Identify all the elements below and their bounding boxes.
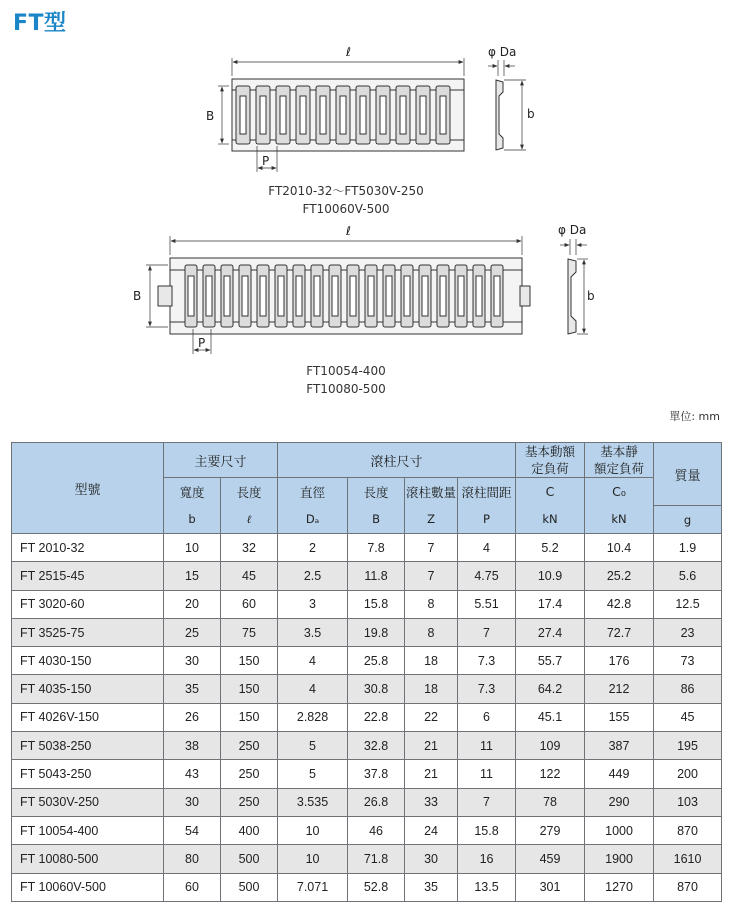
- drawing-2-P-label: P: [198, 336, 206, 350]
- cell-value: 16: [458, 845, 516, 873]
- cell-value: 250: [221, 760, 278, 788]
- cell-value: 38: [164, 732, 221, 760]
- cell-value: 250: [221, 732, 278, 760]
- cell-value: 5.2: [516, 534, 585, 562]
- cell-value: 10: [278, 845, 348, 873]
- header-static-load-line1: 基本靜: [600, 444, 638, 459]
- drawing-1-side-view: [488, 60, 526, 150]
- cell-model: FT 4026V-150: [12, 703, 164, 731]
- cell-value: 400: [221, 816, 278, 844]
- cell-value: 18: [405, 675, 458, 703]
- cell-value: 11: [458, 760, 516, 788]
- spec-table: [11, 442, 722, 902]
- table-row: [12, 732, 722, 760]
- cell-value: 26: [164, 703, 221, 731]
- cell-value: 1270: [585, 873, 654, 901]
- header-symbol-C0: C₀: [585, 478, 654, 506]
- cell-value: 45.1: [516, 703, 585, 731]
- header-symbol-l: ℓ: [221, 506, 278, 534]
- cell-value: 5.6: [654, 562, 722, 590]
- cell-value: 30: [164, 647, 221, 675]
- cell-value: 7: [458, 788, 516, 816]
- cell-value: 5.51: [458, 590, 516, 618]
- cell-model: FT 4035-150: [12, 675, 164, 703]
- cell-value: 22.8: [348, 703, 405, 731]
- cell-value: 25.2: [585, 562, 654, 590]
- drawing-1-length-label: ℓ: [346, 45, 351, 59]
- table-row: [12, 534, 722, 562]
- cell-value: 4.75: [458, 562, 516, 590]
- header-roller-pitch: 滾柱間距: [458, 478, 516, 506]
- cell-model: FT 10080-500: [12, 845, 164, 873]
- header-model: 型號: [12, 443, 164, 534]
- header-static-load-line2: 額定負荷: [594, 461, 645, 476]
- cell-value: 86: [654, 675, 722, 703]
- header-diameter: 直徑: [278, 478, 348, 506]
- cell-value: 150: [221, 703, 278, 731]
- drawing-1-caption-line1: FT2010-32～FT5030V-250: [268, 184, 424, 198]
- header-dynamic-load-line2: 定負荷: [531, 461, 569, 476]
- cell-value: 500: [221, 845, 278, 873]
- cell-value: 15: [164, 562, 221, 590]
- cell-value: 55.7: [516, 647, 585, 675]
- drawing-1-top-view: [218, 58, 464, 172]
- cell-value: 37.8: [348, 760, 405, 788]
- cell-value: 4: [278, 647, 348, 675]
- cell-value: 387: [585, 732, 654, 760]
- header-roller-count: 滾柱數量: [405, 478, 458, 506]
- unit-note: 單位: mm: [669, 410, 720, 423]
- cell-value: 75: [221, 618, 278, 646]
- cell-value: 15.8: [348, 590, 405, 618]
- cell-value: 11: [458, 732, 516, 760]
- header-symbol-B: B: [348, 506, 405, 534]
- drawing-2-caption-line2: FT10080-500: [306, 382, 386, 396]
- cell-value: 870: [654, 873, 722, 901]
- table-row: [12, 760, 722, 788]
- table-row: [12, 618, 722, 646]
- header-length: 長度: [221, 478, 278, 506]
- cell-value: 10.9: [516, 562, 585, 590]
- cell-value: 7: [405, 534, 458, 562]
- cell-value: 19.8: [348, 618, 405, 646]
- table-row: [12, 675, 722, 703]
- cell-value: 122: [516, 760, 585, 788]
- cell-value: 80: [164, 845, 221, 873]
- header-symbol-P: P: [458, 506, 516, 534]
- cell-value: 54: [164, 816, 221, 844]
- table-row: [12, 845, 722, 873]
- header-dynamic-load-line1: 基本動額: [525, 444, 576, 459]
- header-dynamic-load: [516, 443, 585, 478]
- cell-value: 2: [278, 534, 348, 562]
- drawing-1-B-label: B: [206, 109, 215, 123]
- cell-value: 45: [221, 562, 278, 590]
- cell-value: 25.8: [348, 647, 405, 675]
- cell-value: 7.3: [458, 675, 516, 703]
- cell-value: 30: [164, 788, 221, 816]
- table-row: [12, 562, 722, 590]
- cell-value: 73: [654, 647, 722, 675]
- cell-value: 17.4: [516, 590, 585, 618]
- cell-value: 176: [585, 647, 654, 675]
- cell-value: 5: [278, 732, 348, 760]
- cell-value: 22: [405, 703, 458, 731]
- header-roller-length: 長度: [348, 478, 405, 506]
- drawing-1-Da-label: φ Da: [488, 45, 517, 59]
- cell-value: 103: [654, 788, 722, 816]
- cell-value: 3.5: [278, 618, 348, 646]
- cell-value: 301: [516, 873, 585, 901]
- cell-value: 10.4: [585, 534, 654, 562]
- drawing-2-B-label: B: [133, 289, 142, 303]
- header-symbol-C: C: [516, 478, 585, 506]
- cell-value: 7.3: [458, 647, 516, 675]
- page-title: FT型: [13, 11, 67, 36]
- cell-value: 35: [164, 675, 221, 703]
- cell-model: FT 4030-150: [12, 647, 164, 675]
- table-row: [12, 703, 722, 731]
- header-static-load: [585, 443, 654, 478]
- drawing-1-b-label: b: [527, 107, 535, 121]
- cell-model: FT 3020-60: [12, 590, 164, 618]
- cell-value: 109: [516, 732, 585, 760]
- table-row: [12, 647, 722, 675]
- cell-value: 150: [221, 647, 278, 675]
- cell-value: 4: [458, 534, 516, 562]
- cell-value: 250: [221, 788, 278, 816]
- cell-value: 449: [585, 760, 654, 788]
- cell-value: 870: [654, 816, 722, 844]
- cell-value: 11.8: [348, 562, 405, 590]
- cell-value: 30.8: [348, 675, 405, 703]
- drawing-1-caption-line2: FT10060V-500: [302, 202, 390, 216]
- cell-value: 5: [278, 760, 348, 788]
- cell-value: 4: [278, 675, 348, 703]
- cell-value: 195: [654, 732, 722, 760]
- cell-value: 200: [654, 760, 722, 788]
- drawing-2-b-label: b: [587, 289, 595, 303]
- cell-value: 12.5: [654, 590, 722, 618]
- cell-value: 155: [585, 703, 654, 731]
- cell-value: 32.8: [348, 732, 405, 760]
- cell-value: 7.071: [278, 873, 348, 901]
- cell-value: 3: [278, 590, 348, 618]
- cell-value: 8: [405, 618, 458, 646]
- cell-value: 32: [221, 534, 278, 562]
- cell-model: FT 10054-400: [12, 816, 164, 844]
- cell-value: 1.9: [654, 534, 722, 562]
- cell-value: 3.535: [278, 788, 348, 816]
- cell-value: 10: [164, 534, 221, 562]
- cell-value: 64.2: [516, 675, 585, 703]
- cell-value: 150: [221, 675, 278, 703]
- cell-value: 15.8: [458, 816, 516, 844]
- cell-value: 27.4: [516, 618, 585, 646]
- cell-value: 46: [348, 816, 405, 844]
- cell-value: 21: [405, 732, 458, 760]
- cell-value: 60: [164, 873, 221, 901]
- cell-value: 1000: [585, 816, 654, 844]
- cell-value: 7.8: [348, 534, 405, 562]
- cell-value: 1900: [585, 845, 654, 873]
- cell-value: 45: [654, 703, 722, 731]
- drawing-2-caption: [246, 362, 446, 398]
- cell-value: 1610: [654, 845, 722, 873]
- header-symbol-b: b: [164, 506, 221, 534]
- header-roller-dims: 滾柱尺寸: [278, 443, 516, 478]
- cell-model: FT 10060V-500: [12, 873, 164, 901]
- cell-value: 26.8: [348, 788, 405, 816]
- cell-value: 7: [458, 618, 516, 646]
- cell-value: 13.5: [458, 873, 516, 901]
- drawing-2-caption-line1: FT10054-400: [306, 364, 386, 378]
- cell-value: 25: [164, 618, 221, 646]
- cell-value: 21: [405, 760, 458, 788]
- header-unit-kN-dynamic: kN: [516, 506, 585, 534]
- cell-value: 290: [585, 788, 654, 816]
- table-row: [12, 816, 722, 844]
- table-row: [12, 873, 722, 901]
- cell-value: 24: [405, 816, 458, 844]
- cell-value: 6: [458, 703, 516, 731]
- cell-value: 35: [405, 873, 458, 901]
- cell-value: 7: [405, 562, 458, 590]
- cell-value: 10: [278, 816, 348, 844]
- spec-table-body: [12, 534, 722, 902]
- drawing-1-caption: [236, 182, 456, 218]
- table-row: [12, 788, 722, 816]
- cell-value: 500: [221, 873, 278, 901]
- cell-value: 78: [516, 788, 585, 816]
- cell-value: 42.8: [585, 590, 654, 618]
- cell-model: FT 2010-32: [12, 534, 164, 562]
- cell-value: 2.828: [278, 703, 348, 731]
- cell-value: 2.5: [278, 562, 348, 590]
- drawing-2-length-label: ℓ: [346, 224, 351, 238]
- cell-value: 33: [405, 788, 458, 816]
- header-width: 寬度: [164, 478, 221, 506]
- table-row: [12, 590, 722, 618]
- header-mass: 質量: [654, 443, 722, 506]
- cell-value: 20: [164, 590, 221, 618]
- header-main-dims: 主要尺寸: [164, 443, 278, 478]
- cell-value: 43: [164, 760, 221, 788]
- cell-value: 72.7: [585, 618, 654, 646]
- header-symbol-Z: Z: [405, 506, 458, 534]
- cell-model: FT 5043-250: [12, 760, 164, 788]
- cell-value: 30: [405, 845, 458, 873]
- cell-value: 52.8: [348, 873, 405, 901]
- cell-model: FT 5038-250: [12, 732, 164, 760]
- cell-model: FT 5030V-250: [12, 788, 164, 816]
- cell-value: 23: [654, 618, 722, 646]
- cell-value: 212: [585, 675, 654, 703]
- cell-value: 71.8: [348, 845, 405, 873]
- drawing-1-P-label: P: [262, 154, 270, 168]
- drawing-2-Da-label: φ Da: [558, 223, 587, 237]
- cell-model: FT 3525-75: [12, 618, 164, 646]
- header-unit-kN-static: kN: [585, 506, 654, 534]
- cell-value: 18: [405, 647, 458, 675]
- cell-model: FT 2515-45: [12, 562, 164, 590]
- cell-value: 459: [516, 845, 585, 873]
- header-unit-g: g: [654, 506, 722, 534]
- drawing-2-side-view: [560, 239, 588, 334]
- cell-value: 60: [221, 590, 278, 618]
- header-symbol-Da: Dₐ: [278, 506, 348, 534]
- cell-value: 279: [516, 816, 585, 844]
- cell-value: 8: [405, 590, 458, 618]
